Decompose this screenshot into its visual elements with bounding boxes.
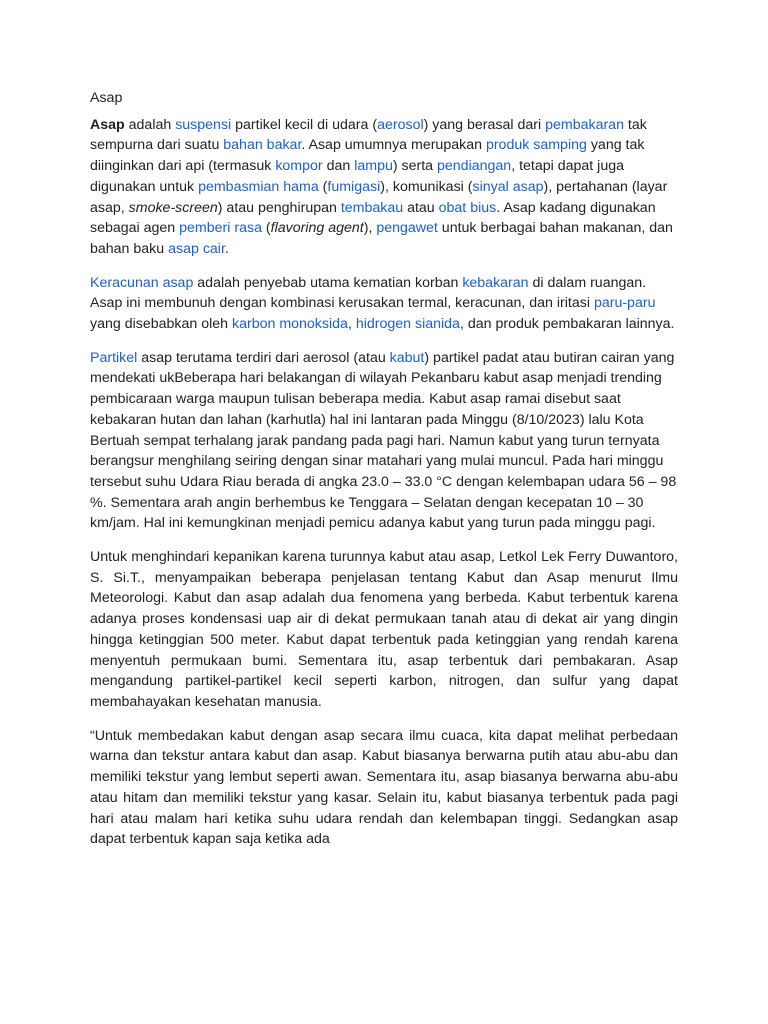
text: partikel kecil di udara (: [231, 116, 378, 133]
paragraph-perbedaan: “Untuk membedakan kabut dengan asap secara ilmu cuaca, kita dapat melihat perbedaan warna dan tekstur antara kabut dan asap. Kabut biasanya berwarna putih atau abu-abu dan memiliki tekstur yang lembut seperti awan. Sementara itu, asap biasanya berwarna abu-abu atau hitam dan memiliki tekstur yang kasar. Selain itu, kabut biasanya terbentuk pada pagi hari atau malam hari ketika suhu udara rendah dan kelembapan tinggi. Sedangkan asap dapat terbentuk kapan saja ketika ada: [90, 727, 678, 848]
text: ), komunikasi (: [380, 178, 473, 195]
link-karbon-monoksida[interactable]: karbon monoksida: [232, 316, 348, 333]
link-partikel[interactable]: Partikel: [90, 349, 138, 366]
link-suspensi[interactable]: suspensi: [175, 116, 232, 133]
link-hidrogen-sianida[interactable]: hidrogen sianida: [355, 316, 460, 333]
document-title: Asap: [90, 90, 123, 106]
text: atau: [403, 199, 439, 216]
link-lampu[interactable]: lampu: [354, 158, 393, 175]
text: (: [261, 220, 271, 237]
text: dan: [322, 158, 355, 175]
link-tembakau[interactable]: tembakau: [340, 199, 404, 216]
link-asap-cair[interactable]: asap cair: [168, 240, 225, 257]
link-paru-paru[interactable]: paru-paru: [593, 295, 656, 312]
link-pemberi-rasa[interactable]: pemberi rasa: [179, 220, 262, 237]
text: ) partikel padat atau butiran cairan yang mendekati ukBeberapa hari belakangan di wilayah Pekanbaru kabut asap menjadi trending pembicaraan warga maupun tulisan beberapa media. Kabut asap ramai disebut saat kebakaran hutan dan lahan (karhutla) hal ini lantaran pada Minggu (8/10/2023) lalu Kota Bertuah sempat terhalang jarak pandang pada pagi hari. Namun kabut yang turun ternyata berangsur menghilang seiring dengan sinar matahari yang mulai muncul. Pada hari minggu tersebut suhu Udara Riau berada di angka 23.0 – 33.0 °C dengan kelembapan udara 56 – 98 %. Sementara arah angin berhembus ke Tenggara – Selatan dengan kecepatan 10 – 30 km/jam. Hal ini kemungkinan menjadi pemicu adanya kabut yang turun pada minggu pagi.: [90, 349, 677, 532]
text: untuk berbagai bahan makanan, dan bahan baku: [90, 220, 673, 257]
paragraph-definition: [90, 115, 678, 260]
paragraph-penjelasan: Untuk menghindari kepanikan karena turunnya kabut atau asap, Letkol Lek Ferry Duwantoro, S. Si.T., menyampaikan beberapa penjelasan tentang Kabut dan Asap menurut Ilmu Meteorologi. Kabut dan asap adalah dua fenomena yang berbeda. Kabut terbentuk karena adanya proses kondensasi uap air di dekat permukaan tanah atau di dekat air yang dingin hingga ketinggian 500 meter. Kabut dapat terbentuk pada ketinggian yang rendah karena menyentuh permukaan bumi. Sementara itu, asap terbentuk dari pembakaran. Asap mengandung partikel-partikel kecil seperti karbon, nitrogen, dan sulfur yang dapat membahayakan kesehatan manusia.: [90, 549, 678, 710]
text: ), pertahanan (layar asap,: [90, 178, 668, 216]
text: (: [318, 178, 328, 195]
link-pengawet[interactable]: pengawet: [376, 220, 438, 237]
paragraph-keracunan: [90, 273, 678, 335]
link-keracunan-asap[interactable]: Keracunan asap: [90, 274, 194, 291]
link-fumigasi[interactable]: fumigasi: [327, 178, 381, 195]
link-kompor[interactable]: kompor: [275, 158, 323, 175]
link-bahan-bakar[interactable]: bahan bakar: [223, 137, 302, 154]
text: adalah penyebab utama kematian korban: [193, 274, 463, 291]
link-kebakaran[interactable]: kebakaran: [462, 274, 529, 291]
link-pendiangan[interactable]: pendiangan: [437, 158, 512, 175]
text: ) serta: [392, 158, 438, 175]
link-kabut[interactable]: kabut: [389, 349, 425, 366]
text: , dan produk pembakaran lainnya.: [459, 316, 675, 333]
document-page: [90, 88, 678, 863]
term-asap: Asap: [90, 116, 125, 133]
text: . Asap umumnya merupakan: [301, 137, 486, 154]
text: , tetapi dapat juga digunakan untuk: [90, 158, 624, 195]
text: adalah: [124, 116, 176, 133]
text: ),: [363, 220, 377, 237]
link-sinyal-asap[interactable]: sinyal asap: [472, 178, 544, 195]
text: tak sempurna dari suatu: [90, 116, 647, 154]
link-obat-bius[interactable]: obat bius: [438, 199, 497, 216]
text: .: [224, 240, 229, 257]
text: ) atau penghirupan: [217, 199, 341, 216]
text: di dalam ruangan. Asap ini membunuh dengan kombinasi kerusakan termal, keracunan, dan iritasi: [90, 274, 647, 312]
text: yang tak diinginkan dari api (termasuk: [90, 137, 645, 175]
link-pembasmian-hama[interactable]: pembasmian hama: [198, 178, 319, 195]
text: . Asap kadang digunakan sebagai agen: [90, 199, 656, 237]
link-produk-samping[interactable]: produk samping: [485, 137, 587, 154]
link-aerosol[interactable]: aerosol: [377, 116, 424, 133]
text: ,: [347, 316, 356, 333]
link-pembakaran[interactable]: pembakaran: [545, 116, 624, 133]
text: asap terutama terdiri dari aerosol (atau: [137, 349, 390, 366]
italic-flavoring-agent: flavoring agent: [270, 220, 364, 237]
text: yang disebabkan oleh: [90, 316, 232, 333]
paragraph-partikel: [90, 348, 678, 534]
text: ) yang berasal dari: [423, 116, 546, 133]
italic-smoke-screen: smoke-screen: [128, 199, 218, 216]
